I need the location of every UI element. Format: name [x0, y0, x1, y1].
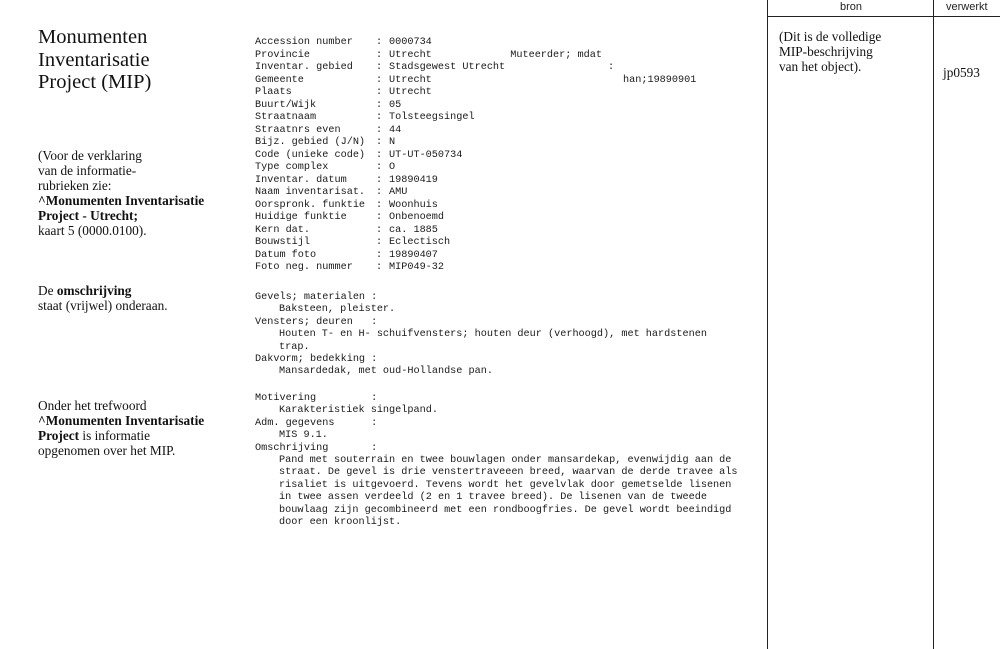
field-separator: : [376, 124, 383, 136]
field-label: Straatnrs even [255, 124, 341, 136]
field-label: Kern dat. [255, 224, 311, 236]
field-value: Tolsteegsingel [389, 112, 475, 123]
field-value: ca. 1885 [389, 224, 438, 236]
field-separator: : [376, 249, 383, 261]
field-separator: : [376, 224, 383, 236]
field-value: AMU [389, 187, 408, 198]
field-separator: : [376, 162, 383, 173]
gevels-block: Gevels; materialen : Baksteen, pleister. Vensters; deuren : Houten T- en H- schuifvensters; houten deur (verhoogd), met hardstenen trap. Dakvorm; bedekking : Mansardedak, met oud-Hollandse pan. [255, 292, 707, 378]
field-label: Huidige funktie [255, 212, 347, 223]
verwerkt-header: verwerkt [946, 1, 988, 13]
field-separator: : [376, 49, 383, 61]
field-value: 0000734 [389, 37, 432, 48]
field-label: Inventar. datum [255, 174, 347, 186]
mutator-field: Muteerder; mdat : han;19890901 [510, 49, 697, 86]
field-separator: : [376, 87, 383, 98]
field-label: Plaats [255, 87, 292, 98]
field-value: UT-UT-050734 [389, 149, 463, 161]
header-rule [767, 16, 1000, 17]
field-separator: : [376, 212, 383, 223]
page-title: Monumenten Inventarisatie Project (MIP) [38, 26, 152, 93]
field-separator: : [376, 74, 383, 86]
field-label: Provincie [255, 49, 311, 61]
field-value: O [389, 162, 396, 173]
field-value: Utrecht [389, 87, 432, 98]
field-label: Datum foto [255, 249, 317, 261]
field-value: 44 [389, 124, 402, 136]
field-value: Stadsgewest Utrecht [389, 62, 506, 73]
field-value: 05 [389, 99, 402, 111]
field-value: Woonhuis [389, 199, 438, 211]
field-value: 19890407 [389, 249, 438, 261]
field-label: Oorspronk. funktie [255, 199, 366, 211]
bron-header: bron [840, 1, 863, 13]
field-label: Buurt/Wijk [255, 99, 317, 111]
field-label: Bouwstijl [255, 237, 311, 248]
note-verklaring: (Voor de verklaring van de informatie- rubrieken zie: ^Monumenten Inventarisatie Project - Utrecht; kaart 5 (0000.0100). [38, 148, 205, 238]
note-trefwoord: Onder het trefwoord ^Monumenten Inventarisatie Project is informatie opgenomen over het MIP. [38, 398, 205, 458]
field-value: Onbenoemd [389, 212, 445, 223]
field-label: Gemeente [255, 74, 304, 86]
field-separator: : [376, 199, 383, 211]
field-value: 19890419 [389, 174, 438, 186]
field-value: Utrecht [389, 49, 432, 61]
field-separator: : [376, 187, 383, 198]
field-separator: : [376, 237, 383, 248]
field-separator: : [376, 174, 383, 186]
motivering-block: Motivering : Karakteristiek singelpand. Adm. gegevens : MIS 9.1. Omschrijving : Pand met souterrain en twee bouwlagen onder mansardekap, evenwijdig aan de straat. De gevel is drie venstertraveeen breed, waarvan de derde travee als risaliet is uitgevoerd. Tevens wordt het gevelvlak door gemetselde lisenen in twee assen verdeeld (2 en 1 travee breed). De lisenen van de tweede bouwlaag zijn gecombineerd met een rondboogfries. De gevel wordt beeindigd door een kroonlijst. [255, 393, 738, 529]
field-label: Inventar. gebied [255, 62, 353, 73]
field-value: N [389, 137, 396, 148]
verwerkt-value: jp0593 [943, 65, 980, 80]
field-label: Code (unieke code) [255, 149, 366, 161]
field-separator: : [376, 62, 383, 73]
bron-note: (Dit is de volledige MIP-beschrijving van het object). [779, 29, 882, 75]
field-value: MIP049-32 [389, 262, 445, 273]
field-label: Bijz. gebied (J/N) [255, 137, 366, 148]
field-separator: : [376, 112, 383, 123]
field-value: Utrecht [389, 74, 432, 86]
field-label: Type complex [255, 162, 329, 173]
column-divider-left [767, 0, 768, 649]
field-label: Accession number [255, 37, 353, 48]
field-label: Foto neg. nummer [255, 262, 353, 273]
note-omschrijving: De omschrijving staat (vrijwel) onderaan. [38, 283, 168, 313]
field-separator: : [376, 149, 383, 161]
column-divider-right [933, 0, 934, 649]
field-separator: : [376, 262, 383, 273]
field-separator: : [376, 137, 383, 148]
field-separator: : [376, 37, 383, 48]
field-separator: : [376, 99, 383, 111]
field-label: Naam inventarisat. [255, 187, 366, 198]
field-value: Eclectisch [389, 237, 451, 248]
field-label: Straatnaam [255, 112, 317, 123]
